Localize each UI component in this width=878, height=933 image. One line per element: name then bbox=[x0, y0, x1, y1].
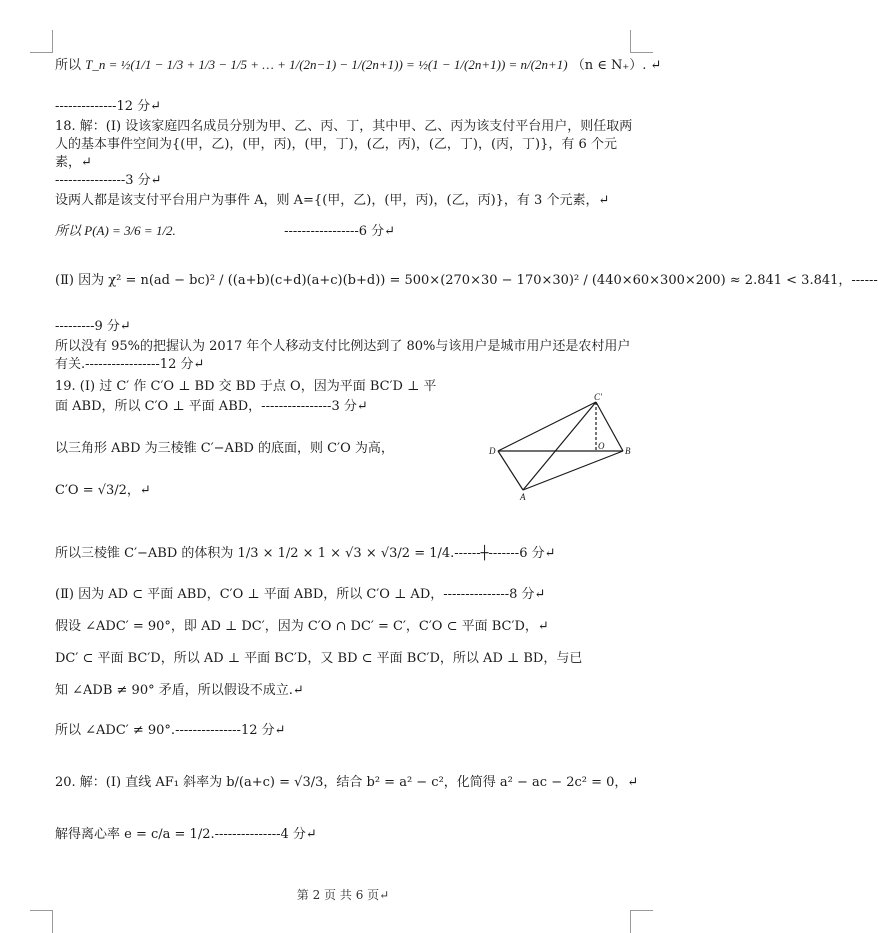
q19-assumption: 假设 ∠ADC′ = 90°，即 AD ⊥ DC′，因为 C′O ∩ DC′ = C′，C′O ⊂ 平面 BC′D，↵ bbox=[55, 619, 549, 634]
crop-mark-bottom-right bbox=[630, 910, 653, 933]
label-d: D bbox=[489, 446, 496, 456]
score-12-a: --------------12 分↵ bbox=[55, 99, 162, 114]
score-6-a: -----------------6 分↵ bbox=[284, 224, 396, 239]
crop-mark-bottom-left bbox=[30, 910, 53, 933]
q19-part1-b: 面 ABD，所以 C′O ⊥ 平面 ABD，----------------3 分↵ bbox=[55, 399, 368, 414]
page-footer: 第 2 页 共 6 页↵ bbox=[296, 888, 390, 902]
pyramid-figure bbox=[488, 392, 638, 502]
crop-mark-top-left bbox=[30, 30, 53, 53]
q18-probability: 所以 P(A) = 3/6 = 1/2. bbox=[55, 223, 176, 238]
q19-base-height: 以三角形 ABD 为三棱锥 C′−ABD 的底面，则 C′O 为高， bbox=[55, 441, 394, 456]
score-9: ---------9 分↵ bbox=[55, 319, 131, 334]
label-a: A bbox=[520, 492, 526, 502]
tn-series: T_n = ½(1/1 − 1/3 + 1/3 − 1/5 + … + 1/(2n−1) − 1/(2n+1)) = ½(1 − 1/(2n+1)) = n/(2n+1) bbox=[85, 57, 568, 72]
edge-dc bbox=[498, 402, 596, 451]
label-c: C′ bbox=[594, 392, 602, 402]
edge-ab bbox=[523, 451, 623, 490]
crop-mark-top-right bbox=[630, 30, 653, 53]
q19-volume: 所以三棱锥 C′−ABD 的体积为 1/3 × 1/2 × 1 × √3 × √3/2 = 1/4.------┼-------6 分↵ bbox=[55, 546, 556, 561]
label-o: O bbox=[598, 441, 605, 451]
q19-part2: (Ⅱ) 因为 AD ⊂ 平面 ABD，C′O ⊥ 平面 ABD，所以 C′O ⊥ AD，---------------8 分↵ bbox=[55, 587, 546, 602]
label-b: B bbox=[625, 446, 631, 456]
edge-ac bbox=[523, 402, 596, 490]
score-3-a: ----------------3 分↵ bbox=[55, 173, 162, 188]
q19-contradiction: 知 ∠ADB ≠ 90° 矛盾，所以假设不成立.↵ bbox=[55, 683, 304, 698]
q18-chi-square: (Ⅱ) 因为 χ² = n(ad − bc)² / ((a+b)(c+d)(a+c)(b+d)) = 500×(270×30 − 170×30)² / (440×60×300×200) ≈ 2.841 < 3.841，------ bbox=[55, 273, 878, 288]
q18-conclusion: 所以没有 95%的把握认为 2017 年个人移动支付比例达到了 80%与该用户是城市用户还是农村用户有关.-----------------12 分↵ bbox=[55, 339, 631, 372]
edge-da bbox=[498, 451, 523, 490]
tn-condition: （n ∈ N₊）. ↵ bbox=[571, 58, 662, 73]
q19-part1-a: 19. (Ⅰ) 过 C′ 作 C′O ⊥ BD 交 BD 于点 O，因为平面 BC′D ⊥ 平 bbox=[55, 379, 437, 394]
q18-probability-line bbox=[55, 222, 635, 241]
q20-slope: 20. 解：(Ⅰ) 直线 AF₁ 斜率为 b/(a+c) = √3/3，结合 b² = a² − c²，化简得 a² − ac − 2c² = 0，↵ bbox=[55, 775, 639, 790]
q19-conclusion: 所以 ∠ADC′ ≠ 90°.---------------12 分↵ bbox=[55, 723, 286, 738]
q18-part1: 18. 解：(Ⅰ) 设该家庭四名成员分别为甲、乙、丙、丁，其中甲、乙、丙为该支付平台用户，则任取两人的基本事件空间为{(甲，乙)，(甲，丙)，(甲，丁)，(乙，丙)，(乙，丁)，(丙，丁)}，有 6 个元素，↵ bbox=[55, 119, 633, 170]
tn-summation-line bbox=[55, 56, 662, 75]
q20-eccentricity: 解得离心率 e = c/a = 1/2.---------------4 分↵ bbox=[55, 827, 317, 842]
q19-deduction: DC′ ⊂ 平面 BC′D，所以 AD ⊥ 平面 BC′D，又 BD ⊂ 平面 BC′D，所以 AD ⊥ BD，与已 bbox=[55, 651, 583, 666]
tn-prefix: 所以 bbox=[55, 58, 82, 73]
q19-height-value: C′O = √3/2，↵ bbox=[55, 483, 151, 498]
q18-event-a: 设两人都是该支付平台用户为事件 A，则 A={(甲，乙)，(甲，丙)，(乙，丙)}，有 3 个元素，↵ bbox=[55, 193, 610, 208]
